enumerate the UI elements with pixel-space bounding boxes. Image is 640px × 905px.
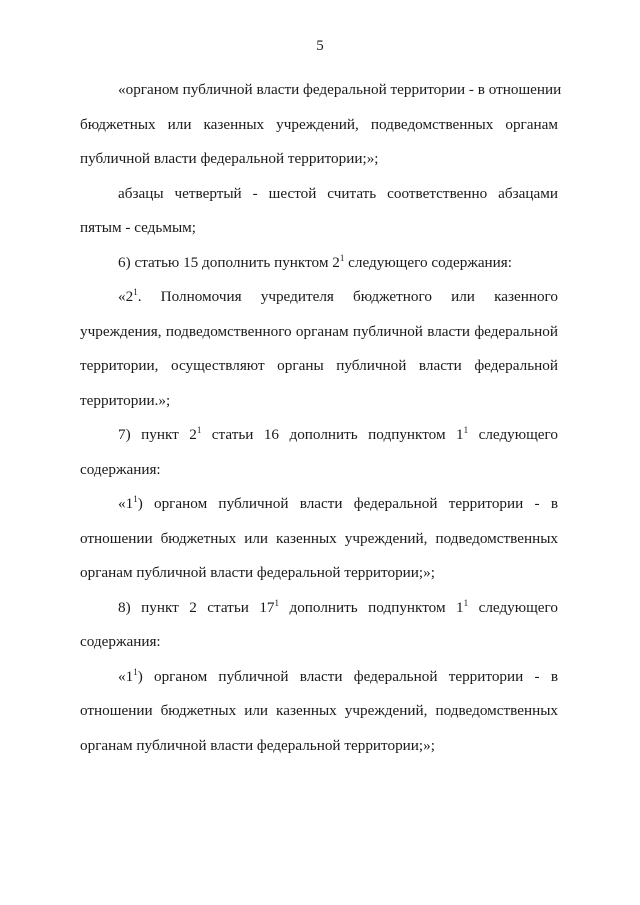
superscript: 1: [463, 425, 469, 435]
text-line: [80, 418, 558, 453]
text-fragment: 8) пункт 2 статьи 17: [118, 598, 275, 616]
paragraph-8: [80, 660, 558, 764]
text-line: органам публичной власти федеральной территории;»;: [80, 736, 435, 754]
text-fragment: следующего содержания:: [344, 253, 513, 271]
text-line: территории, осуществляют органы публичной власти федеральной: [80, 357, 558, 374]
text-line: [80, 660, 558, 695]
paragraph-7: [80, 591, 558, 660]
paragraph-6: [80, 487, 558, 591]
text-line: отношении бюджетных или казенных учреждений, подведомственных: [80, 529, 558, 547]
text-line: [80, 591, 558, 626]
superscript: 1: [133, 666, 138, 677]
text-fragment: 6) статью 15 дополнить пунктом 2: [118, 253, 340, 271]
text-line: публичной власти федеральной территории;»;: [80, 150, 379, 167]
paragraph-3: [80, 246, 558, 281]
superscript: 1: [339, 252, 345, 263]
text-fragment: «1: [118, 667, 134, 685]
text-line: [80, 487, 558, 522]
paragraph-4: [80, 280, 558, 418]
text-line: [80, 246, 558, 281]
text-fragment: . Полномочия учредителя бюджетного или казенного: [137, 288, 558, 305]
text-line: содержания:: [80, 460, 161, 478]
paragraph-1: [80, 73, 562, 177]
superscript: 1: [196, 425, 202, 435]
text-fragment: «1: [118, 495, 134, 512]
text-fragment: ) органом публичной власти федеральной территории - в: [137, 667, 558, 685]
text-line: [80, 280, 558, 315]
text-fragment: следующего: [468, 426, 558, 443]
text-line: абзацы четвертый - шестой считать соответственно абзацами: [118, 184, 558, 202]
superscript: 1: [133, 287, 138, 297]
text-line: отношении бюджетных или казенных учреждений, подведомственных: [80, 702, 558, 719]
document-body: [80, 73, 562, 763]
text-line: пятым - седьмым;: [80, 219, 196, 236]
page-number: 5: [316, 38, 324, 54]
text-fragment: ) органом публичной власти федеральной территории - в: [137, 495, 558, 512]
superscript: 1: [463, 597, 469, 608]
text-fragment: «2: [118, 288, 134, 305]
paragraph-5: [80, 418, 558, 487]
text-line: «органом публичной власти федеральной территории - в отношении: [118, 81, 562, 98]
text-line: органам публичной власти федеральной территории;»;: [80, 564, 435, 581]
paragraph-2: [80, 177, 558, 246]
text-line: учреждения, подведомственного органам публичной власти федеральной: [80, 322, 558, 340]
superscript: 1: [274, 597, 280, 608]
text-fragment: 7) пункт 2: [118, 426, 197, 443]
text-fragment: дополнить подпунктом 1: [279, 598, 464, 616]
text-fragment: статьи 16 дополнить подпунктом 1: [201, 426, 464, 443]
superscript: 1: [133, 494, 138, 504]
text-line: территории.»;: [80, 391, 171, 409]
text-line: содержания:: [80, 633, 161, 650]
text-fragment: следующего: [468, 598, 558, 616]
text-line: бюджетных или казенных учреждений, подведомственных органам: [80, 115, 558, 133]
